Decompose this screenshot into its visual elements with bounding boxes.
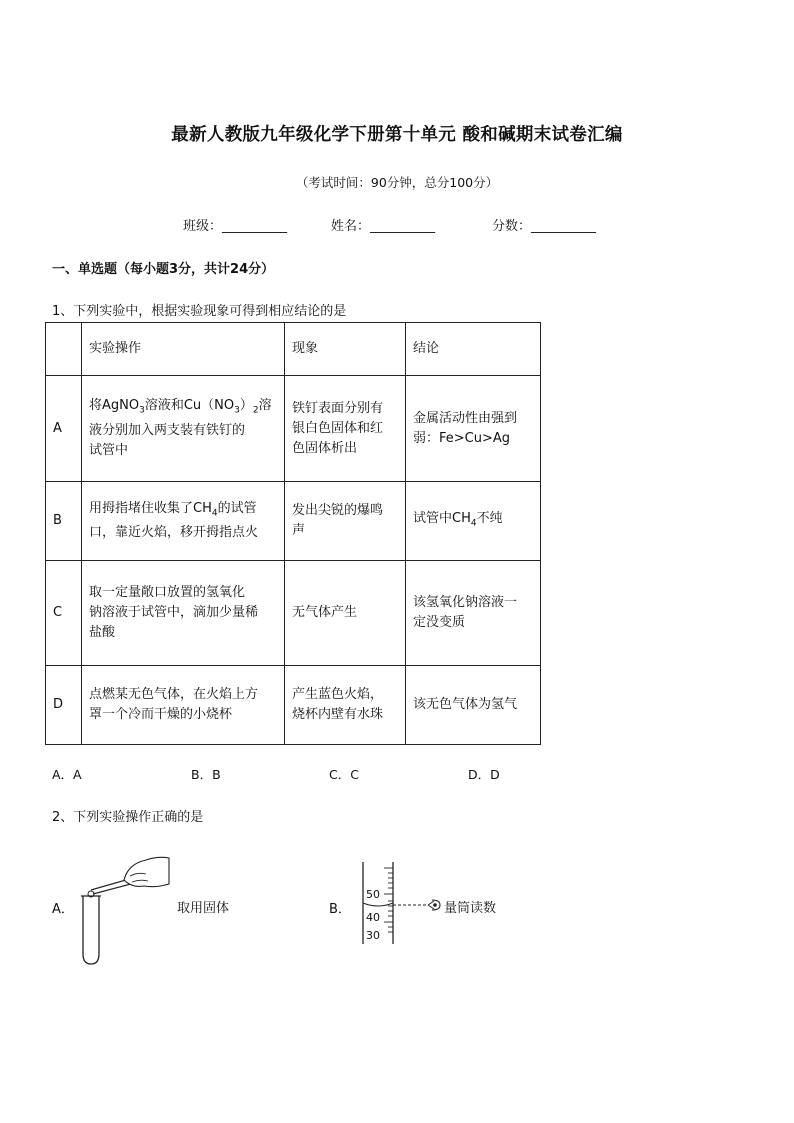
name-label: 姓名： xyxy=(331,219,371,234)
text-line: 产生蓝色火焰， xyxy=(292,687,384,702)
name-field xyxy=(331,215,435,234)
text-line: 试管中 xyxy=(89,442,129,458)
score-blank: __________ xyxy=(531,219,597,234)
cylinder-reading-figure xyxy=(350,860,450,948)
hand-icon xyxy=(124,857,169,886)
eye-pupil xyxy=(433,903,437,907)
text-line: 色固体析出 xyxy=(292,440,358,456)
conclusion-cell xyxy=(406,666,541,745)
text: 将AgNO xyxy=(89,398,140,414)
liquid-meniscus xyxy=(363,903,393,906)
subscript: 4 xyxy=(470,518,477,529)
conclusion-cell xyxy=(406,482,541,561)
class-blank: __________ xyxy=(222,219,288,234)
text-line: 取一定量敞口放置的氢氧化 xyxy=(89,585,246,600)
text: ） xyxy=(239,398,253,414)
text-line: 烧杯内壁有水珠 xyxy=(292,707,384,722)
exam-subtitle: （考试时间：90分钟，总分100分） xyxy=(295,175,499,190)
text-line: 铁钉表面分别有 xyxy=(292,400,384,416)
option-b-label[interactable]: B． xyxy=(329,902,351,917)
text-line: 该氢氧化钠溶液一 xyxy=(413,595,518,610)
score-field xyxy=(492,215,596,234)
table-header-cell: 实验操作 xyxy=(82,323,285,376)
text-line: 盐酸 xyxy=(89,625,116,640)
name-blank: __________ xyxy=(370,219,436,234)
text-line: 点燃某无色气体，在火焰上方 xyxy=(89,687,259,702)
text: 溶 xyxy=(258,398,272,414)
sight-arrow xyxy=(428,901,434,909)
class-label: 班级： xyxy=(183,219,223,234)
operation-cell xyxy=(82,666,285,745)
text-line: 金属活动性由强到 xyxy=(413,410,518,426)
text: 不纯 xyxy=(476,510,503,526)
option-a-label[interactable]: A． xyxy=(52,902,74,917)
question-1-stem: 1、下列实验中，根据实验现象可得到相应结论的是 xyxy=(52,304,347,319)
answer-option-b[interactable]: B．B xyxy=(191,767,221,782)
table-row xyxy=(46,561,541,666)
text-line: 口，靠近火焰，移开拇指点火 xyxy=(89,525,259,541)
phenomenon-cell xyxy=(285,561,406,666)
text: 用拇指堵住收集了CH xyxy=(89,500,212,516)
text-line: 发出尖锐的爆鸣 xyxy=(292,503,384,518)
subscript: 4 xyxy=(211,508,218,519)
tick-label: 40 xyxy=(366,911,380,924)
cylinder-tick-marks xyxy=(384,868,393,932)
section-heading: 一、单选题（每小题3分，共计24分） xyxy=(52,262,275,277)
text-line: 无气体产生 xyxy=(292,605,358,620)
operation-cell xyxy=(82,561,285,666)
class-field xyxy=(183,215,287,234)
tick-label: 50 xyxy=(366,888,380,901)
option-a-caption: 取用固体 xyxy=(177,901,230,916)
question-2-stem: 2、下列实验操作正确的是 xyxy=(52,810,204,825)
table-row xyxy=(46,666,541,745)
score-label: 分数： xyxy=(492,219,532,234)
table-header-row xyxy=(46,323,541,376)
text-line: 银白色固体和红 xyxy=(292,420,384,436)
table-header-cell: 结论 xyxy=(406,323,541,376)
operation-cell xyxy=(82,376,285,482)
text-line: 声 xyxy=(292,523,306,538)
text: 试管中CH xyxy=(413,510,471,526)
answer-option-c[interactable]: C．C xyxy=(329,767,359,782)
operation-cell xyxy=(82,482,285,561)
solid-handling-figure xyxy=(72,850,177,968)
table-header-cell: 现象 xyxy=(285,323,406,376)
phenomenon-cell xyxy=(285,666,406,745)
phenomenon-cell xyxy=(285,482,406,561)
conclusion-cell xyxy=(406,561,541,666)
text-line: 该无色气体为氢气 xyxy=(413,697,518,712)
text-line: 罩一个冷而干燥的小烧杯 xyxy=(89,707,233,722)
table-row xyxy=(46,482,541,561)
answer-option-d[interactable]: D．D xyxy=(468,767,500,782)
tick-label: 30 xyxy=(366,929,380,942)
subscript: 3 xyxy=(139,405,145,416)
experiment-table xyxy=(45,322,541,745)
subscript: 2 xyxy=(252,405,259,416)
conclusion-cell xyxy=(406,376,541,482)
test-tube-icon xyxy=(83,896,99,964)
row-label: C xyxy=(46,561,82,666)
page-title: 最新人教版九年级化学下册第十单元 酸和碱期末试卷汇编 xyxy=(171,125,623,145)
answer-option-a[interactable]: A．A xyxy=(52,767,82,782)
text: 的试管 xyxy=(217,500,257,516)
text-line: 弱：Fe>Cu>Ag xyxy=(413,430,511,446)
row-label: A xyxy=(46,376,82,482)
text-line: 定没变质 xyxy=(413,615,466,630)
subscript: 3 xyxy=(234,405,240,416)
option-b-caption: 量筒读数 xyxy=(444,901,497,916)
row-label: B xyxy=(46,482,82,561)
text: 溶液和Cu（NO xyxy=(144,398,235,414)
table-header-cell xyxy=(46,323,82,376)
phenomenon-cell xyxy=(285,376,406,482)
text-line: 钠溶液于试管中，滴加少量稀 xyxy=(89,605,259,620)
text-line: 液分别加入两支装有铁钉的 xyxy=(89,422,246,438)
table-row xyxy=(46,376,541,482)
row-label: D xyxy=(46,666,82,745)
